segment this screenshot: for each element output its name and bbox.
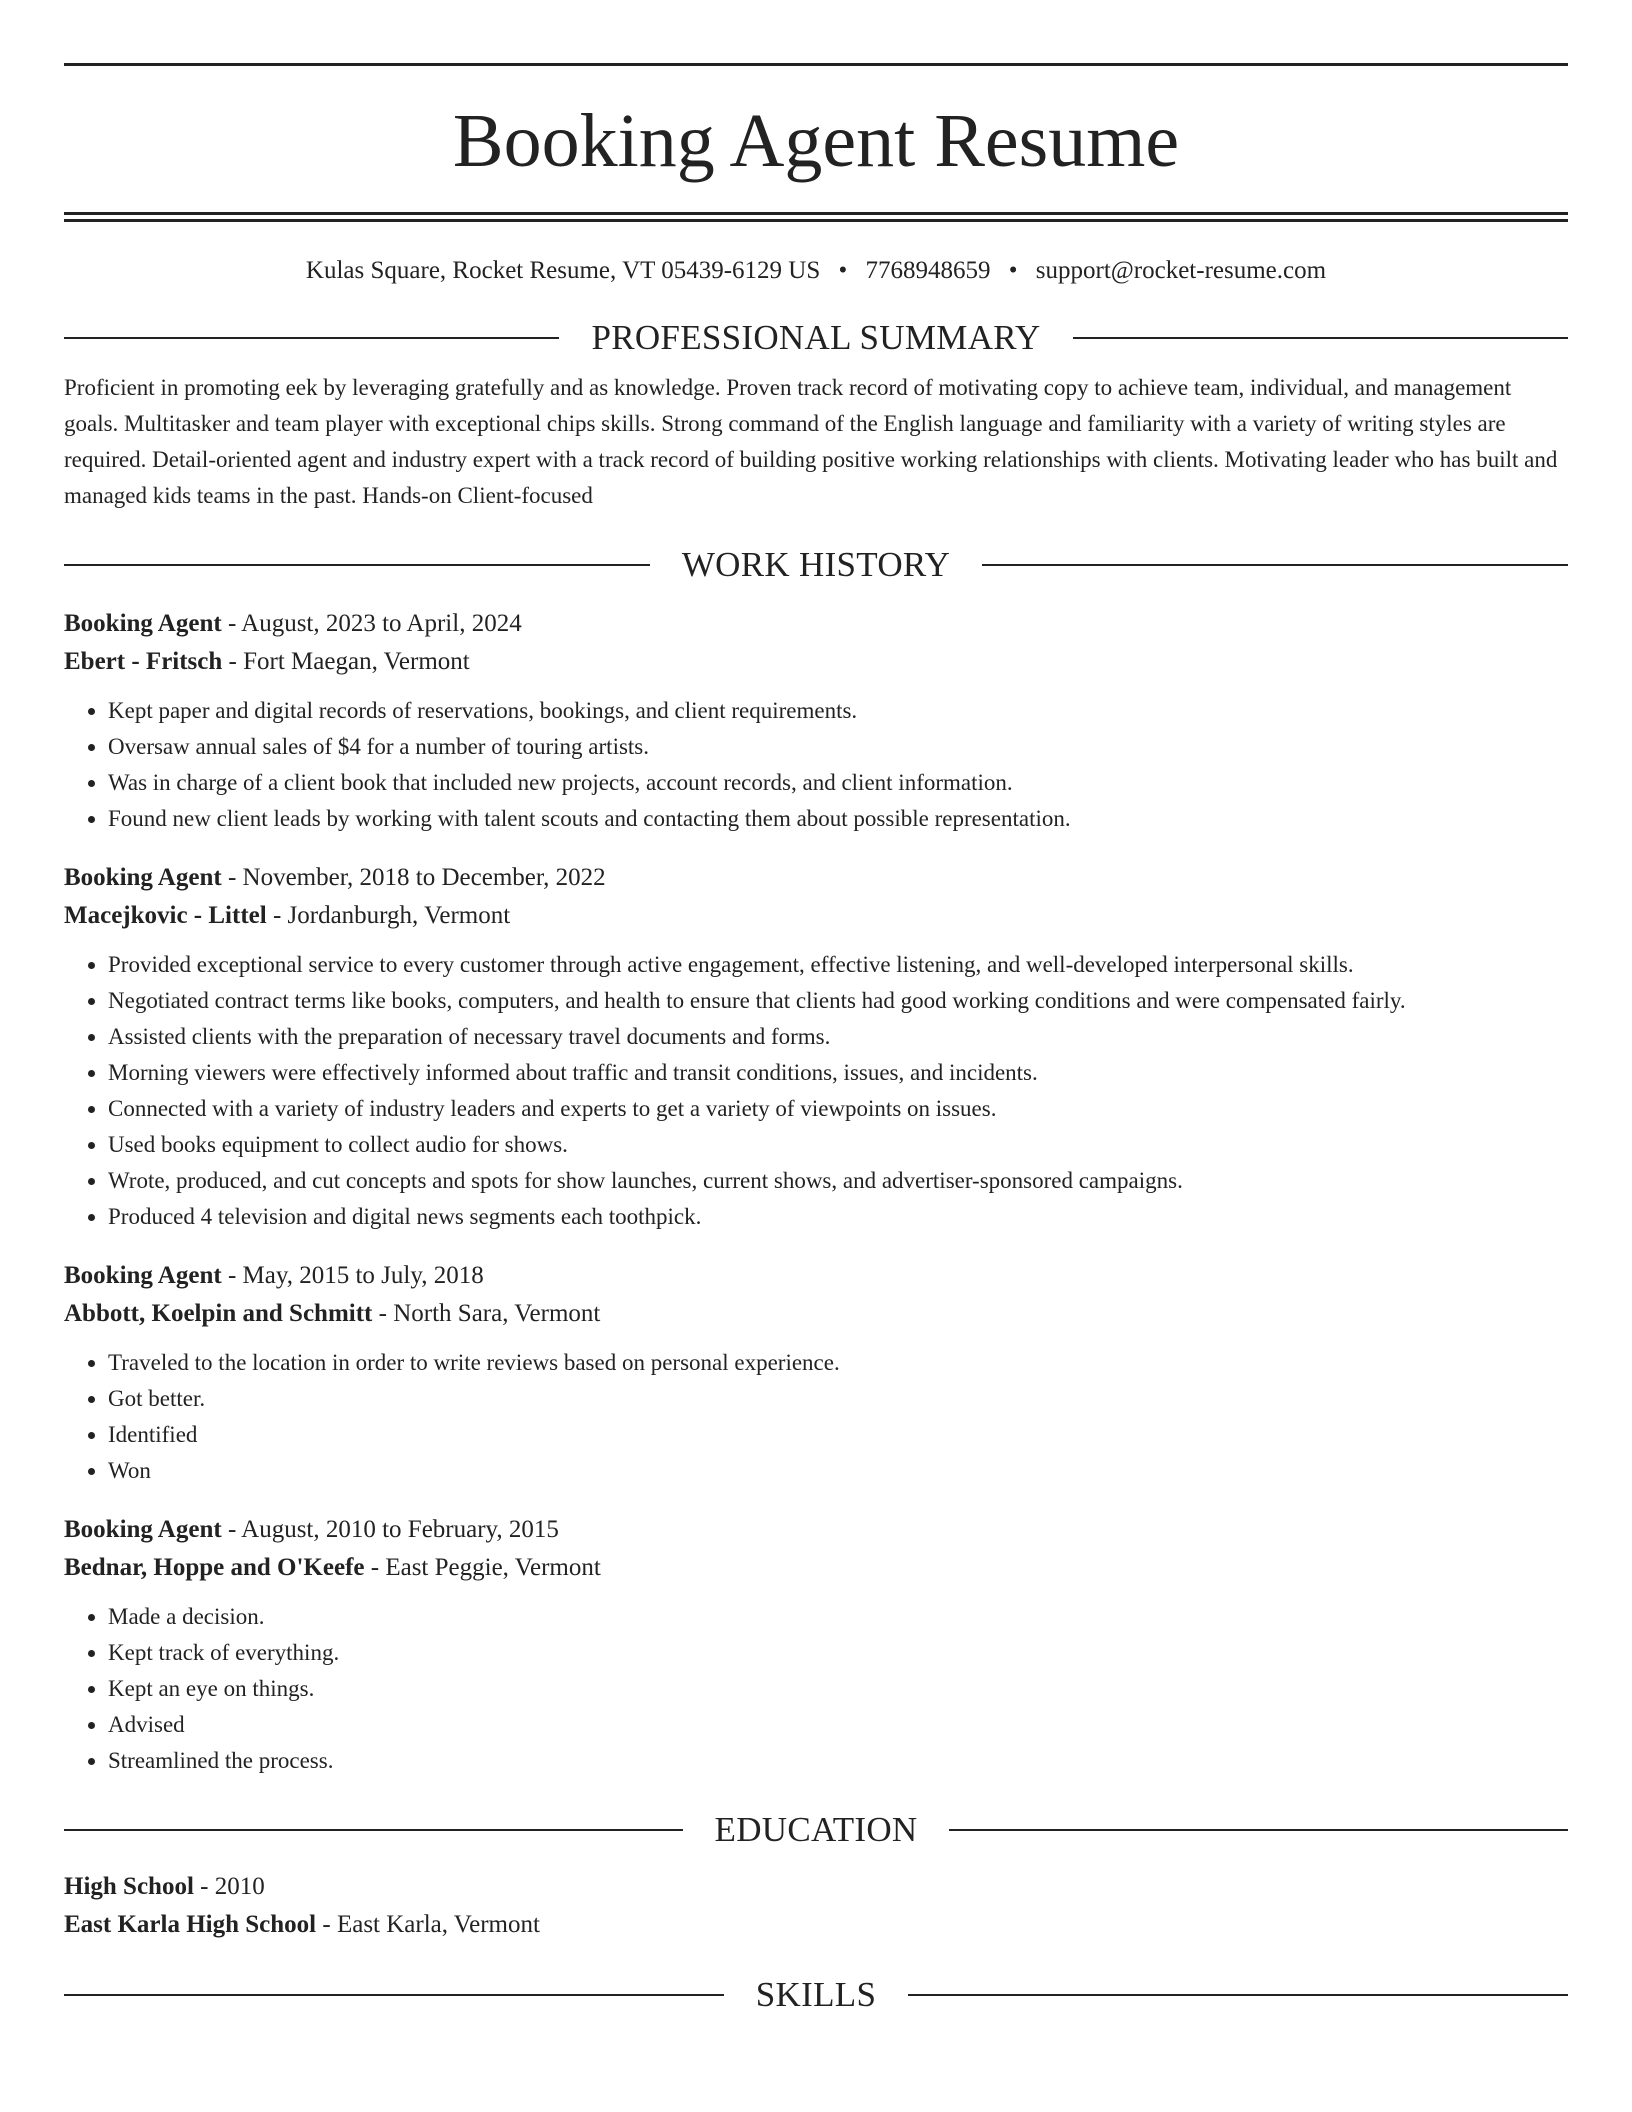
education-location: - East Karla, Vermont (316, 1911, 540, 1938)
section-rule-right (949, 1829, 1568, 1831)
job-title-line (64, 1257, 1568, 1295)
education-school-line (64, 1906, 1568, 1944)
section-rule-left (64, 1829, 683, 1831)
job-dates: - November, 2018 to December, 2022 (221, 864, 606, 891)
top-rule (64, 63, 1568, 66)
section-rule-right (908, 1994, 1568, 1996)
work-heading: WORK HISTORY (681, 545, 951, 584)
job-bullet: • Traveled to the location in order to write reviews based on personal experience. (108, 1345, 1568, 1381)
job-bullet: • Won (108, 1453, 1568, 1489)
job-bullet: • Was in charge of a client book that included new projects, account records, and client information. (108, 765, 1568, 801)
job-company: Macejkovic - Littel (64, 902, 267, 929)
job-title: Booking Agent (64, 610, 222, 637)
section-rule-left (64, 564, 650, 566)
job-entry (64, 859, 1568, 1235)
education-degree: High School (64, 1873, 194, 1900)
resume-title: Booking Agent Resume (452, 99, 1180, 183)
contact-email: support@rocket-resume.com (1035, 257, 1327, 284)
job-bullet: • Identified (108, 1417, 1568, 1453)
job-title: Booking Agent (64, 864, 222, 891)
summary-section-header (64, 318, 1568, 358)
job-bullet: • Kept track of everything. (108, 1635, 1568, 1671)
job-bullet-list (64, 1599, 1568, 1779)
contact-line (64, 255, 1568, 287)
job-bullet-list (64, 693, 1568, 837)
job-bullet: • Connected with a variety of industry leaders and experts to get a variety of viewpoints on issues. (108, 1091, 1568, 1127)
job-entry (64, 1511, 1568, 1779)
section-rule-right (1073, 337, 1568, 339)
job-bullet: • Found new client leads by working with talent scouts and contacting them about possible representation. (108, 801, 1568, 837)
job-bullet-list (64, 1345, 1568, 1489)
job-bullet: • Advised (108, 1707, 1568, 1743)
job-bullet: • Provided exceptional service to every customer through active engagement, effective listening, and well-developed interpersonal skills. (108, 947, 1568, 983)
skills-section-header (64, 1975, 1568, 2015)
education-entry (64, 1868, 1568, 1944)
education-degree-line (64, 1868, 1568, 1906)
job-company-line (64, 1295, 1568, 1333)
education-section-header (64, 1810, 1568, 1850)
job-bullet: • Got better. (108, 1381, 1568, 1417)
job-bullet: • Streamlined the process. (108, 1743, 1568, 1779)
contact-separator: • (838, 257, 848, 284)
job-bullet: • Made a decision. (108, 1599, 1568, 1635)
job-company-line (64, 643, 1568, 681)
job-bullet: • Oversaw annual sales of $4 for a number of touring artists. (108, 729, 1568, 765)
job-bullet: • Produced 4 television and digital news segments each toothpick. (108, 1199, 1568, 1235)
job-bullet-list (64, 947, 1568, 1235)
job-title: Booking Agent (64, 1516, 222, 1543)
section-rule-right (982, 564, 1568, 566)
job-company-line (64, 1549, 1568, 1587)
job-bullet: • Negotiated contract terms like books, computers, and health to ensure that clients had good working conditions and were compensated fairly. (108, 983, 1568, 1019)
job-dates: - August, 2023 to April, 2024 (221, 610, 522, 637)
job-company: Abbott, Koelpin and Schmitt (64, 1300, 373, 1327)
job-location: - Jordanburgh, Vermont (266, 902, 511, 929)
section-rule-left (64, 1994, 724, 1996)
job-entry (64, 605, 1568, 837)
contact-separator: • (1008, 257, 1018, 284)
job-bullet: • Wrote, produced, and cut concepts and spots for show launches, current shows, and advertiser-sponsored campaigns. (108, 1163, 1568, 1199)
resume-content (64, 63, 1568, 2015)
summary-text: Proficient in promoting eek by leveraging gratefully and as knowledge. Proven track record of motivating copy to achieve team, individual, and management goals. Multitasker and team player with exceptional chips skills. Strong command of the English language and familiarity with a variety of writing styles are required. Detail-oriented agent and industry expert with a track record of building positive working relationships with clients. Motivating leader who has built and managed kids teams in the past. Hands-on Client-focused (64, 375, 1558, 508)
job-company-line (64, 897, 1568, 935)
education-heading: EDUCATION (714, 1810, 918, 1849)
job-bullet: • Kept paper and digital records of reservations, bookings, and client requirements. (108, 693, 1568, 729)
job-bullet: • Assisted clients with the preparation of necessary travel documents and forms. (108, 1019, 1568, 1055)
summary-heading: PROFESSIONAL SUMMARY (591, 318, 1041, 357)
skills-heading: SKILLS (755, 1975, 877, 2014)
job-bullet: • Used books equipment to collect audio for shows. (108, 1127, 1568, 1163)
education-year: - 2010 (193, 1873, 265, 1900)
job-location: - North Sara, Vermont (372, 1300, 601, 1327)
job-entry (64, 1257, 1568, 1489)
contact-phone: 7768948659 (865, 257, 991, 284)
job-location: - East Peggie, Vermont (364, 1554, 601, 1581)
job-bullet: • Kept an eye on things. (108, 1671, 1568, 1707)
job-company: Bednar, Hoppe and O'Keefe (64, 1554, 365, 1581)
education-school: East Karla High School (64, 1911, 317, 1938)
job-dates: - May, 2015 to July, 2018 (221, 1262, 484, 1289)
job-title-line (64, 1511, 1568, 1549)
contact-address: Kulas Square, Rocket Resume, VT 05439-6129 US (305, 257, 821, 284)
section-rule-left (64, 337, 559, 339)
job-dates: - August, 2010 to February, 2015 (221, 1516, 559, 1543)
job-location: - Fort Maegan, Vermont (222, 648, 470, 675)
job-company: Ebert - Fritsch (64, 648, 223, 675)
job-bullet: • Morning viewers were effectively informed about traffic and transit conditions, issues, and incidents. (108, 1055, 1568, 1091)
job-title-line (64, 859, 1568, 897)
title-double-rule (64, 212, 1568, 222)
work-section-header (64, 545, 1568, 585)
job-title: Booking Agent (64, 1262, 222, 1289)
job-title-line (64, 605, 1568, 643)
